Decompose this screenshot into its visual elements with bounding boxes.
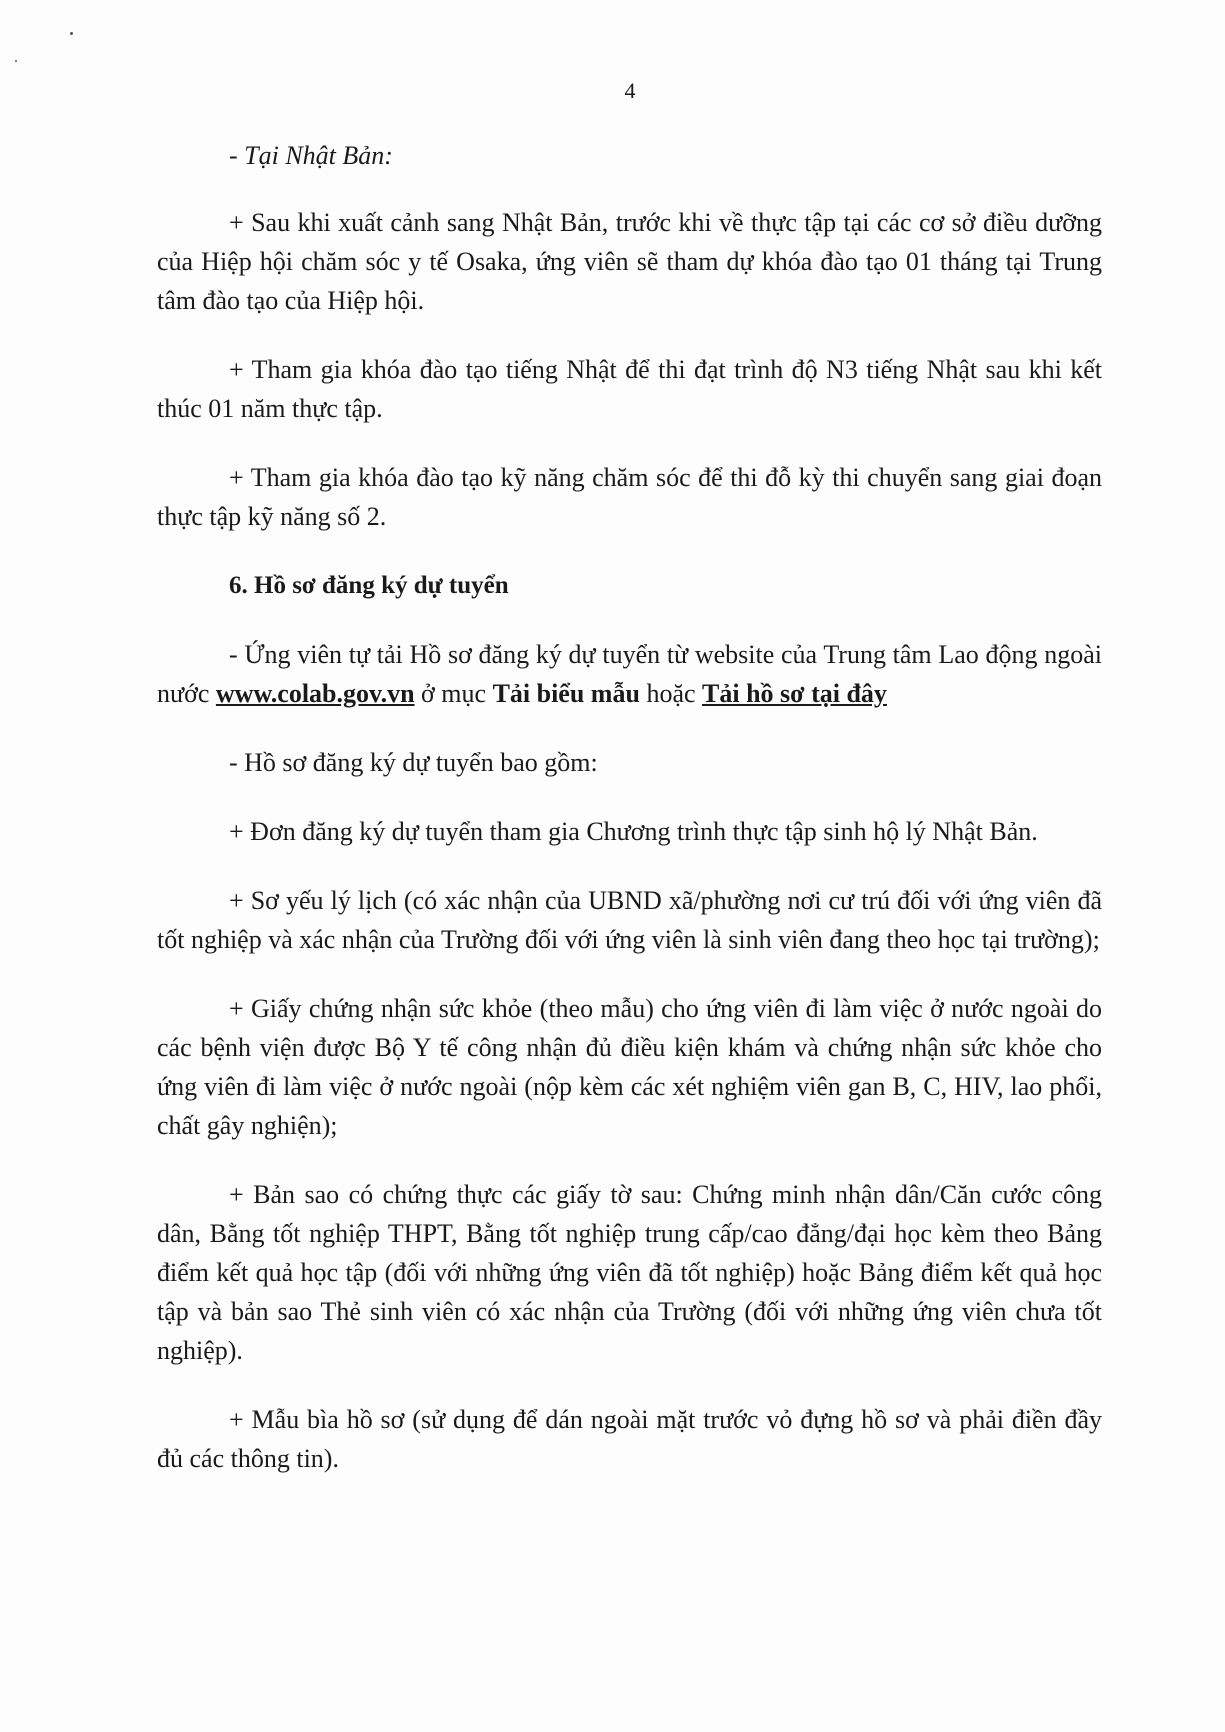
section-heading: 6. Hồ sơ đăng ký dự tuyển bbox=[229, 572, 509, 599]
document-item: + Đơn đăng ký dự tuyển tham gia Chương trình thực tập sinh hộ lý Nhật Bản. bbox=[229, 817, 1038, 846]
download-text-or: hoặc bbox=[639, 679, 703, 708]
document-item: + Mẫu bìa hồ sơ (sử dụng để dán ngoài mặt trước vỏ đựng hồ sơ và phải điền đầy đủ các thông tin). bbox=[157, 1405, 1102, 1473]
download-link[interactable]: Tải hồ sơ tại đây bbox=[702, 679, 887, 708]
section-japan-title: - Tại Nhật Bản: bbox=[229, 141, 393, 170]
download-instructions bbox=[157, 635, 1102, 713]
website-link[interactable]: www.colab.gov.vn bbox=[215, 679, 415, 708]
japan-item: + Sau khi xuất cảnh sang Nhật Bản, trước khi về thực tập tại các cơ sở điều dưỡng của Hiệp hội chăm sóc y tế Osaka, ứng viên sẽ tham dự khóa đào tạo 01 tháng tại Trung tâm đào tạo của Hiệp hội. bbox=[157, 208, 1102, 315]
download-text-middle: ở mục bbox=[414, 679, 493, 708]
document-item: + Giấy chứng nhận sức khỏe (theo mẫu) cho ứng viên đi làm việc ở nước ngoài do các bệnh viện được Bộ Y tế công nhận đủ điều kiện khám và chứng nhận sức khỏe cho ứng viên đi làm việc ở nước ngoài (nộp kèm các xét nghiệm viên gan B, C, HIV, lao phổi, chất gây nghiện); bbox=[157, 994, 1102, 1140]
document-body bbox=[157, 136, 1102, 1508]
scan-speck bbox=[15, 60, 17, 62]
document-item: + Sơ yếu lý lịch (có xác nhận của UBND xã/phường nơi cư trú đối với ứng viên đã tốt nghiệp và xác nhận của Trường đối với ứng viên là sinh viên đang theo học tại trường); bbox=[157, 886, 1102, 954]
download-section-name: Tải biểu mẫu bbox=[492, 679, 640, 708]
includes-title: - Hồ sơ đăng ký dự tuyển bao gồm: bbox=[229, 748, 598, 777]
japan-item: + Tham gia khóa đào tạo kỹ năng chăm sóc để thi đỗ kỳ thi chuyển sang giai đoạn thực tập kỹ năng số 2. bbox=[157, 463, 1102, 531]
download-text-before: - Ứng viên tự tải Hồ sơ đăng ký dự tuyển từ website của Trung tâm Lao động ngoài nước bbox=[157, 640, 1102, 708]
page-number: 4 bbox=[624, 78, 636, 103]
document-item: + Bản sao có chứng thực các giấy tờ sau: Chứng minh nhận dân/Căn cước công dân, Bằng tốt nghiệp THPT, Bằng tốt nghiệp trung cấp/cao đẳng/đại học kèm theo Bảng điểm kết quả học tập (đối với những ứng viên đã tốt nghiệp) hoặc Bảng điểm kết quả học tập và bản sao Thẻ sinh viên có xác nhận của Trường (đối với những ứng viên chưa tốt nghiệp). bbox=[157, 1180, 1102, 1365]
japan-item: + Tham gia khóa đào tạo tiếng Nhật để thi đạt trình độ N3 tiếng Nhật sau khi kết thúc 01 năm thực tập. bbox=[157, 355, 1102, 423]
scan-speck bbox=[70, 32, 73, 35]
